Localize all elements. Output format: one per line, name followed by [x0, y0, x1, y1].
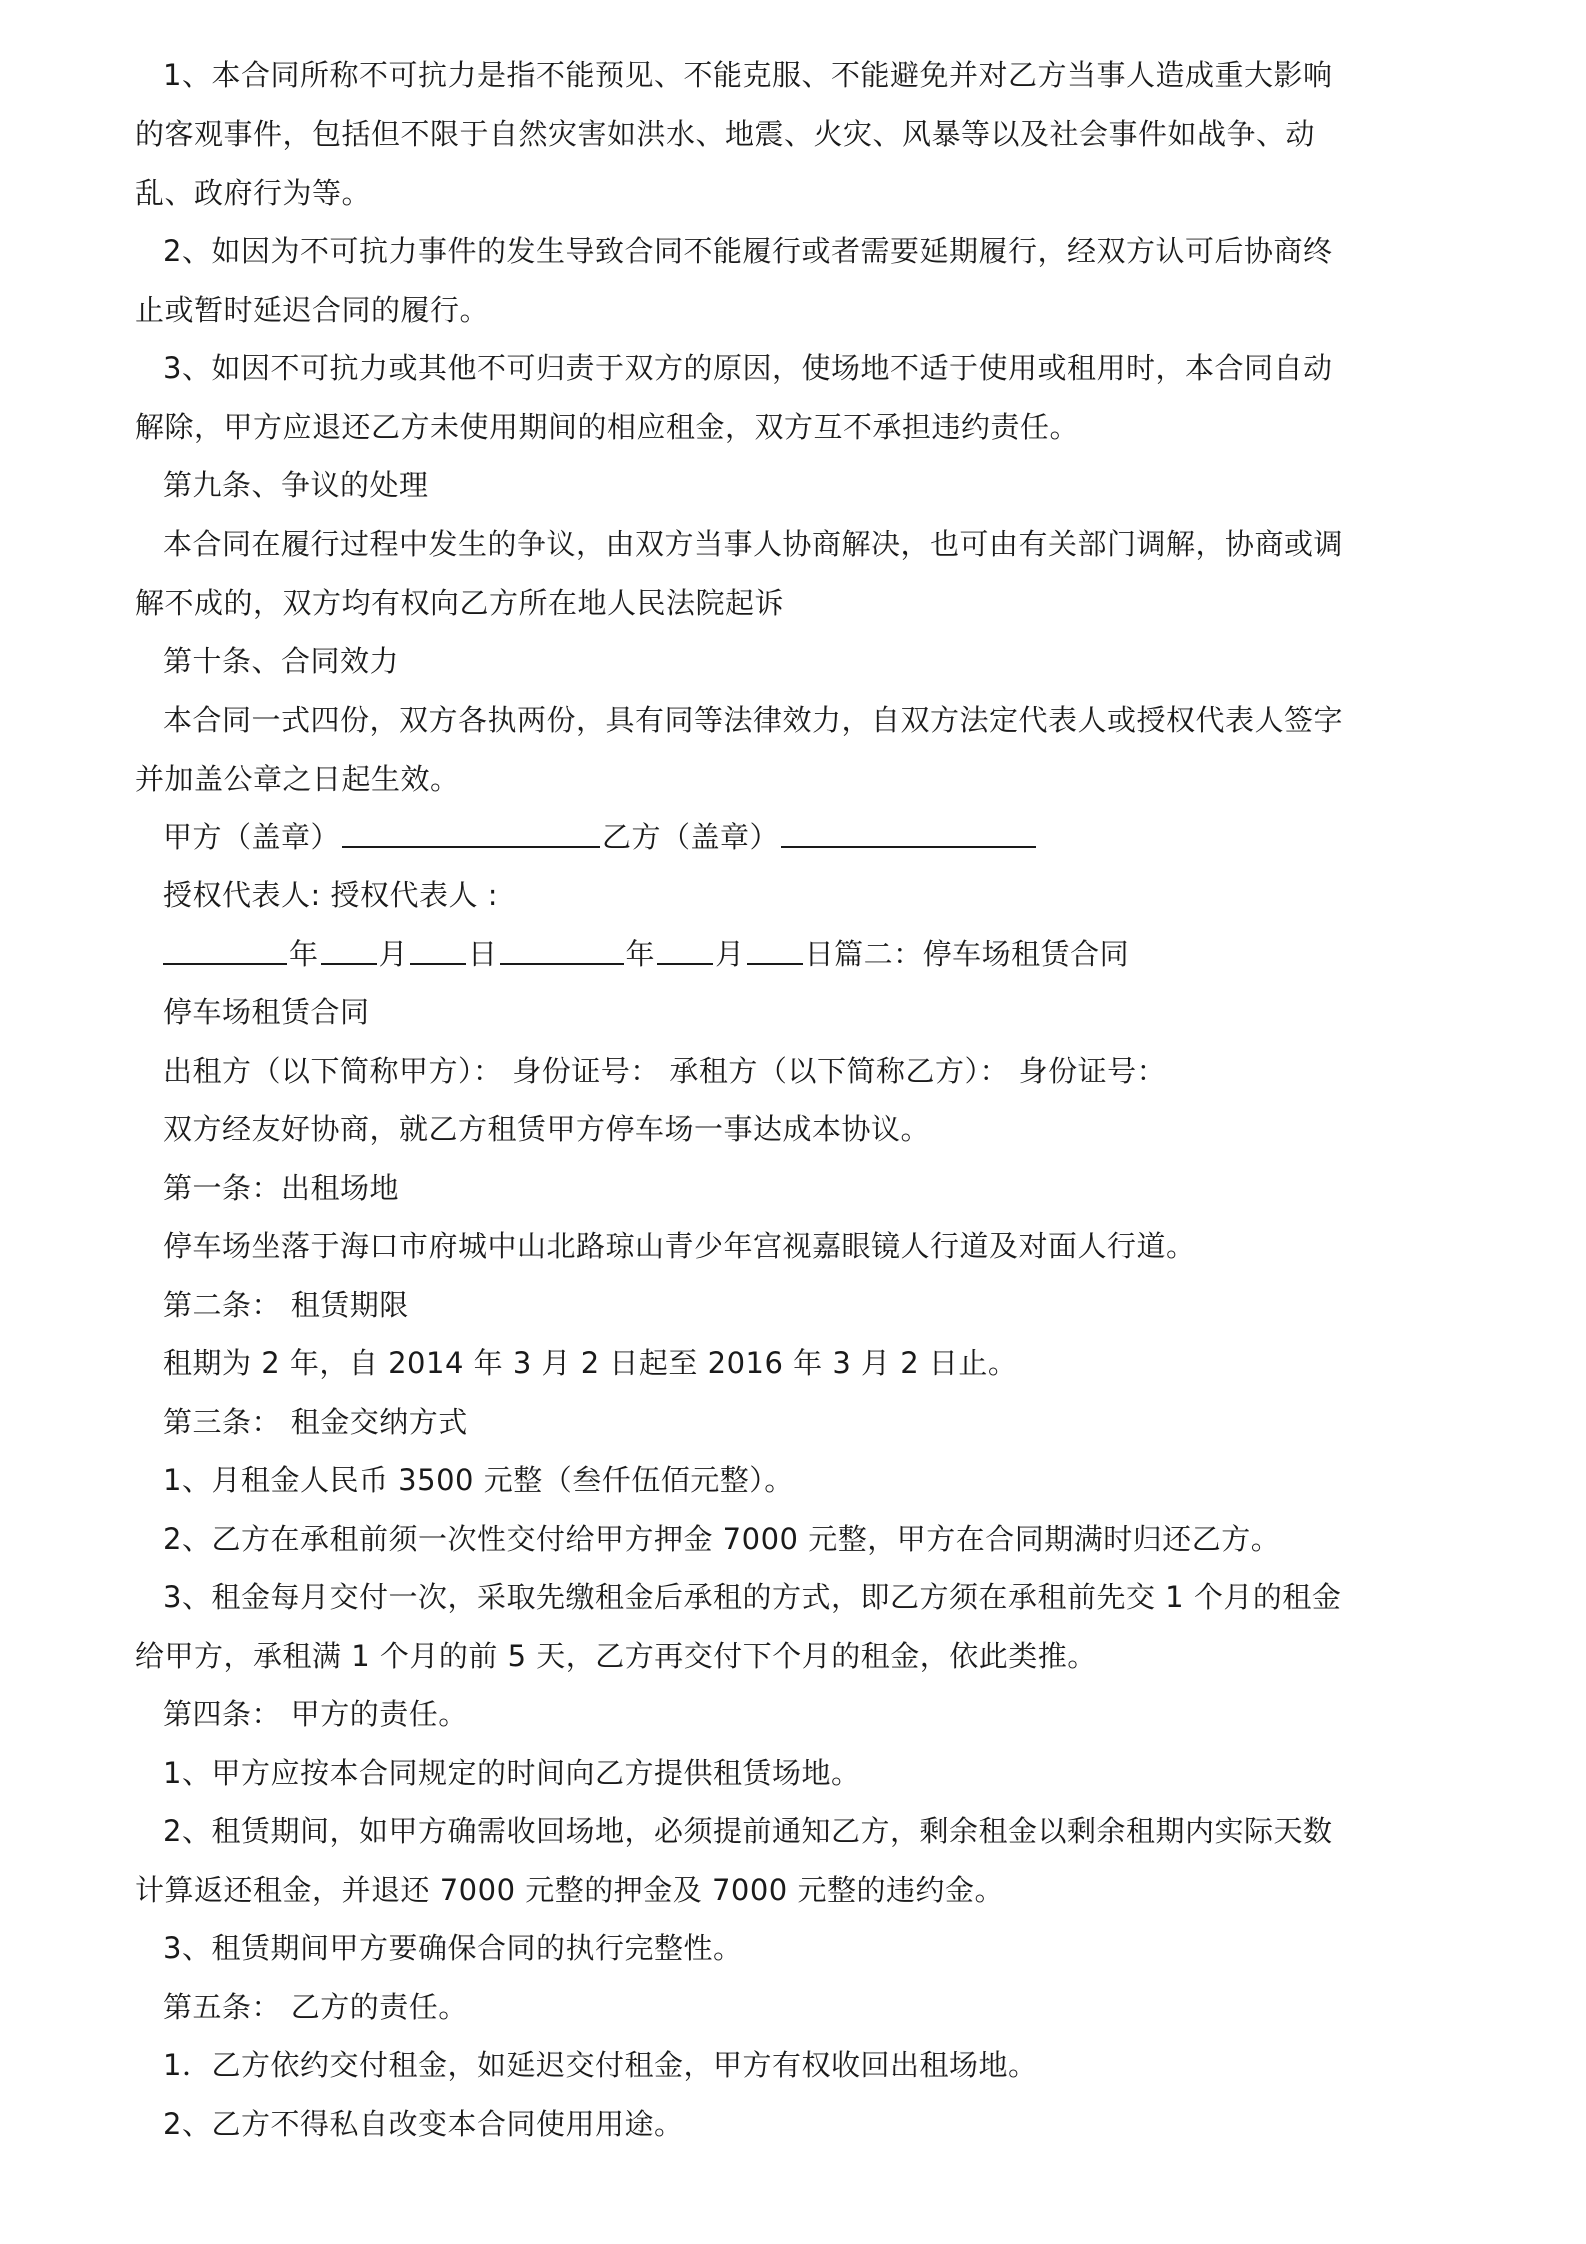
lease-article-2-text: 租期为 2 年，自 2014 年 3 月 2 日起至 2016 年 3 月 2 日止。: [163, 1346, 1018, 1380]
signature-line: [163, 808, 1038, 866]
lease-article-3-item-3-line-2: 给甲方，承租满 1 个月的前 5 天，乙方再交付下个月的租金，依此类推。: [135, 1639, 1097, 1673]
lease-article-5-item-2: 2、乙方不得私自改变本合同使用用途。: [163, 2107, 684, 2141]
lease-article-5-item-1: 1．乙方依约交付租金，如延迟交付租金，甲方有权收回出租场地。: [163, 2048, 1038, 2082]
party-a-day-label: 日: [468, 937, 498, 971]
party-b-month-blank: [657, 925, 713, 965]
party-b-day-blank: [747, 925, 803, 965]
parking-lease-contract-title: 停车场租赁合同: [163, 995, 370, 1029]
lease-article-4-item-2-line-2: 计算返还租金，并退还 7000 元整的押金及 7000 元整的违约金。: [135, 1873, 1004, 1907]
lease-article-4-item-2-line-1: 2、租赁期间，如甲方确需收回场地，必须提前通知乙方，剩余租金以剩余租期内实际天数: [163, 1814, 1333, 1848]
party-b-seal-blank: [781, 808, 1036, 848]
lease-article-1-text: 停车场坐落于海口市府城中山北路琼山青少年宫视嘉眼镜人行道及对面人行道。: [163, 1229, 1196, 1263]
lease-article-4-item-1: 1、甲方应按本合同规定的时间向乙方提供租赁场地。: [163, 1756, 861, 1790]
lease-article-2-heading: 第二条： 租赁期限: [163, 1288, 409, 1322]
force-majeure-delay-line-1: 2、如因为不可抗力事件的发生导致合同不能履行或者需要延期履行，经双方认可后协商终: [163, 234, 1333, 268]
party-b-day-and-part-two-label: 日篇二：停车场租赁合同: [804, 937, 1130, 971]
lease-article-3-item-3-line-1: 3、租金每月交付一次，采取先缴租金后承租的方式，即乙方须在承租前先交 1 个月的租金: [163, 1580, 1342, 1614]
party-a-month-blank: [321, 925, 377, 965]
party-a-day-blank: [410, 925, 466, 965]
force-majeure-termination-line-1: 3、如因不可抗力或其他不可归责于双方的原因，使场地不适于使用或租用时，本合同自动: [163, 351, 1333, 385]
lease-article-4-heading: 第四条： 甲方的责任。: [163, 1697, 468, 1731]
force-majeure-termination-line-2: 解除，甲方应退还乙方未使用期间的相应租金，双方互不承担违约责任。: [135, 410, 1080, 444]
force-majeure-delay-line-2: 止或暂时延迟合同的履行。: [135, 293, 490, 327]
party-a-year-label: 年: [289, 937, 319, 971]
lease-article-5-heading: 第五条： 乙方的责任。: [163, 1990, 468, 2024]
party-b-year-blank: [500, 925, 624, 965]
article-9-heading: 第九条、争议的处理: [163, 468, 429, 502]
lease-article-3-heading: 第三条： 租金交纳方式: [163, 1405, 468, 1439]
lease-article-4-item-3: 3、租赁期间甲方要确保合同的执行完整性。: [163, 1931, 743, 1965]
party-b-seal-label: 乙方（盖章）: [602, 820, 780, 854]
article-9-text-line-2: 解不成的，双方均有权向乙方所在地人民法院起诉: [135, 586, 785, 620]
date-line: [163, 925, 1129, 983]
party-a-month-label: 月: [378, 937, 409, 971]
force-majeure-definition-line-2: 的客观事件，包括但不限于自然灾害如洪水、地震、火灾、风暴等以及社会事件如战争、动: [135, 117, 1316, 151]
article-10-text-line-1: 本合同一式四份，双方各执两份，具有同等法律效力，自双方法定代表人或授权代表人签字: [163, 703, 1344, 737]
article-9-text-line-1: 本合同在履行过程中发生的争议，由双方当事人协商解决，也可由有关部门调解，协商或调: [163, 527, 1344, 561]
authorized-representative-line: 授权代表人: 授权代表人 :: [163, 878, 498, 912]
party-b-month-label: 月: [715, 937, 745, 971]
article-10-text-line-2: 并加盖公章之日起生效。: [135, 762, 460, 796]
party-b-year-label: 年: [625, 937, 656, 971]
article-10-heading: 第十条、合同效力: [163, 644, 400, 678]
lease-article-3-item-1: 1、月租金人民币 3500 元整（叁仟伍佰元整）。: [163, 1463, 794, 1497]
lease-article-1-heading: 第一条：出租场地: [163, 1171, 400, 1205]
party-a-year-blank: [163, 925, 287, 965]
party-a-seal-blank: [342, 808, 600, 848]
agreement-intro: 双方经友好协商，就乙方租赁甲方停车场一事达成本协议。: [163, 1112, 931, 1146]
force-majeure-definition-line-3: 乱、政府行为等。: [135, 176, 372, 210]
parties-line: 出租方（以下简称甲方）： 身份证号： 承租方（以下简称乙方）： 身份证号：: [163, 1054, 1167, 1088]
party-a-seal-label: 甲方（盖章）: [163, 820, 341, 854]
lease-article-3-item-2: 2、乙方在承租前须一次性交付给甲方押金 7000 元整，甲方在合同期满时归还乙方。: [163, 1522, 1281, 1556]
force-majeure-definition-line-1: 1、本合同所称不可抗力是指不能预见、不能克服、不能避免并对乙方当事人造成重大影响: [163, 58, 1333, 92]
